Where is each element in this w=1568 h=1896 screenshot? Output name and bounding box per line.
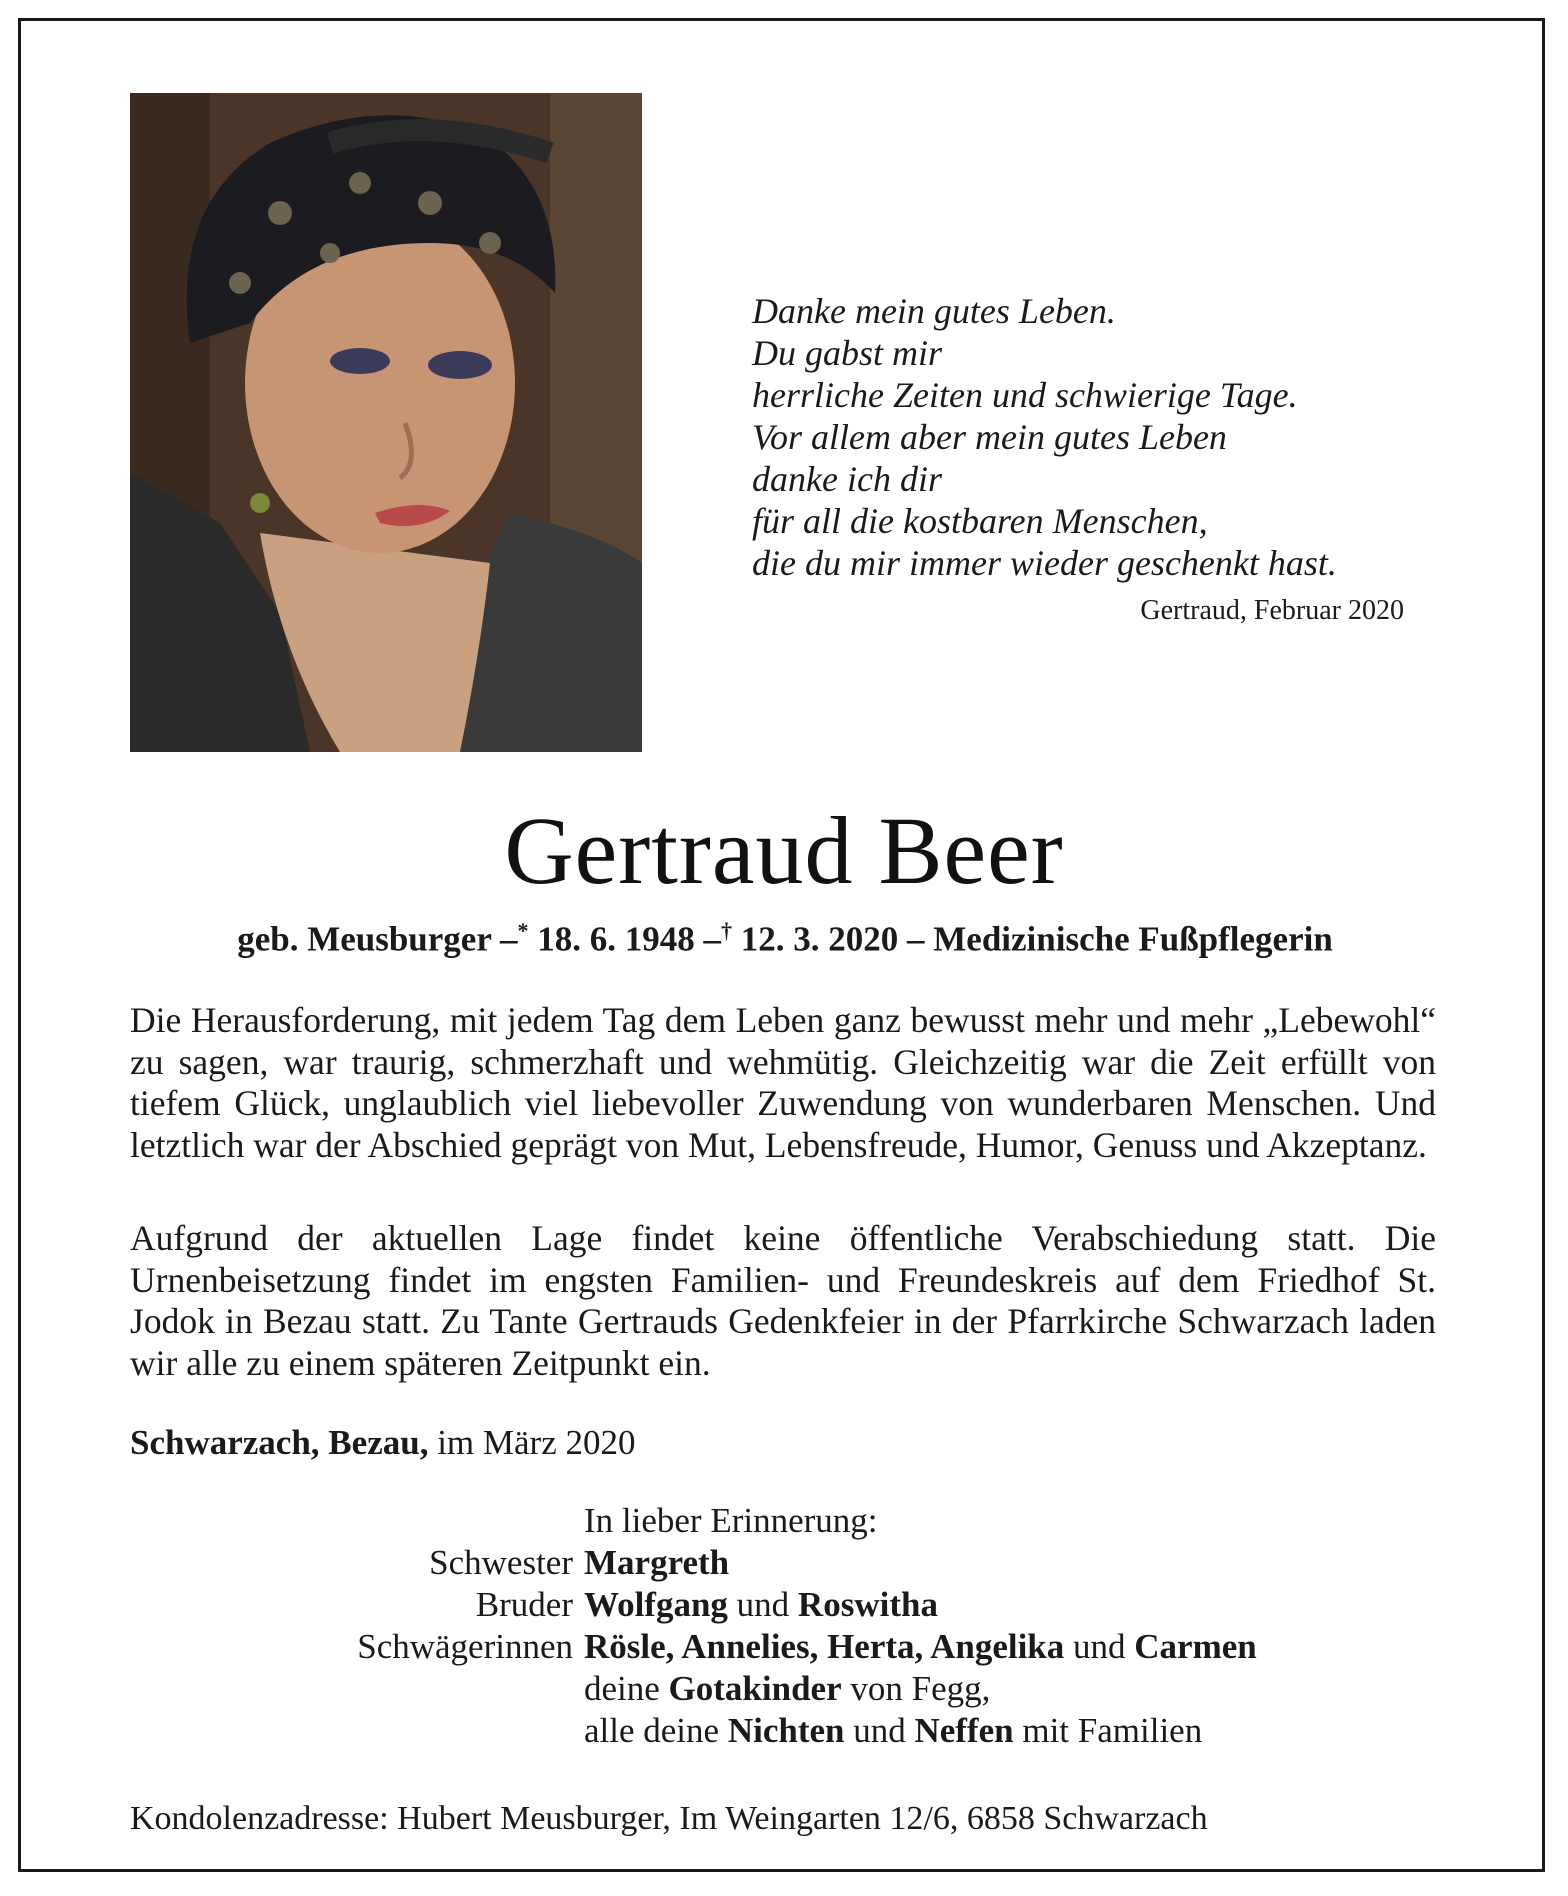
condolence-address: Kondolenzadresse: Hubert Meusburger, Im Weingarten 12/6, 6858 Schwarzach [130, 1800, 1208, 1837]
poem-line: danke ich dir [752, 459, 942, 499]
mourner-row-brother [0, 1584, 1568, 1626]
names: Rösle, Annelies, Herta, Angelika [584, 1627, 1065, 1666]
relation-names [584, 1626, 1257, 1668]
birth-date: 18. 6. 1948 [537, 919, 695, 959]
mourner-row-sister [0, 1542, 1568, 1584]
poem-line: Du gabst mir [752, 333, 943, 373]
separator: – [703, 919, 721, 959]
mourners-intro: In lieber Erinnerung: [584, 1501, 878, 1540]
relation-names [584, 1710, 1202, 1752]
mourner-row-sisters-in-law [0, 1626, 1568, 1668]
relation-names [584, 1668, 990, 1710]
death-symbol: † [721, 918, 732, 943]
separator: – [500, 919, 518, 959]
places: Schwarzach, Bezau, [130, 1423, 429, 1462]
poem-line: für all die kostbaren Menschen, [752, 501, 1208, 541]
relation-label: Bruder [475, 1585, 573, 1624]
birth-name: geb. Meusburger [237, 919, 492, 959]
birth-symbol: * [517, 918, 529, 943]
name: Margreth [584, 1543, 730, 1582]
name: Nichten [727, 1711, 845, 1750]
poem-line: die du mir immer wieder geschenkt hast. [752, 543, 1337, 583]
name: Gotakinder [668, 1669, 842, 1708]
paragraph-burial: Aufgrund der aktuellen Lage findet keine öffentliche Verabschiedung statt. Die Urnenbeisetzung findet im engsten Familien- und Freundeskreis auf dem Friedhof St. Jodok in Bezau statt. Zu Tante Gertrauds Gedenkfeier in der Pfarrkirche Schwarzach laden wir alle zu einem späteren Zeitpunkt ein. [130, 1218, 1436, 1383]
poem [752, 290, 1452, 584]
poem-line: herrliche Zeiten und schwierige Tage. [752, 375, 1298, 415]
portrait-photo [130, 93, 642, 752]
poem-line: Vor allem aber mein gutes Leben [752, 417, 1227, 457]
portrait-illustration [130, 93, 642, 752]
month-year: im März 2020 [437, 1423, 636, 1462]
death-date: 12. 3. 2020 [740, 919, 899, 959]
mourner-row-godchildren [0, 1668, 1568, 1710]
profession: Medizinische Fußpflegerin [933, 919, 1333, 959]
text: von Fegg, [850, 1669, 991, 1708]
relation-label: Schwägerinnen [357, 1627, 573, 1666]
paragraph-farewell: Die Herausforderung, mit jedem Tag dem Leben ganz bewusst mehr und mehr „Lebewohl“ zu sagen, war traurig, schmerzhaft und wehmütig. Gleichzeitig war die Zeit erfüllt von tiefem Glück, unglaublich viel liebevoller Zuwendung von wunderbaren Menschen. Und letztlich war der Abschied geprägt von Mut, Lebensfreude, Humor, Genuss und Akzeptanz. [130, 1000, 1436, 1165]
place-date [130, 1423, 636, 1463]
text: deine [584, 1669, 660, 1708]
poem-signature: Gertraud, Februar 2020 [1140, 595, 1404, 626]
poem-line: Danke mein gutes Leben. [752, 291, 1116, 331]
name: Carmen [1134, 1627, 1257, 1666]
name: Neffen [914, 1711, 1014, 1750]
mourners-intro-row [0, 1500, 1568, 1542]
conjunction: und [736, 1585, 790, 1624]
conjunction: und [1073, 1627, 1126, 1666]
mourner-row-relatives [0, 1710, 1568, 1752]
mourners-list [0, 1500, 1568, 1752]
life-details [120, 918, 1450, 960]
relation-names [584, 1584, 938, 1626]
conjunction: und [853, 1711, 906, 1750]
separator: – [907, 919, 925, 959]
text: alle deine [584, 1711, 720, 1750]
text: mit Familien [1022, 1711, 1203, 1750]
relation-label: Schwester [429, 1543, 573, 1582]
name: Wolfgang [584, 1585, 728, 1624]
deceased-name: Gertraud Beer [504, 797, 1064, 904]
name: Roswitha [797, 1585, 938, 1624]
relation-names [584, 1542, 729, 1584]
